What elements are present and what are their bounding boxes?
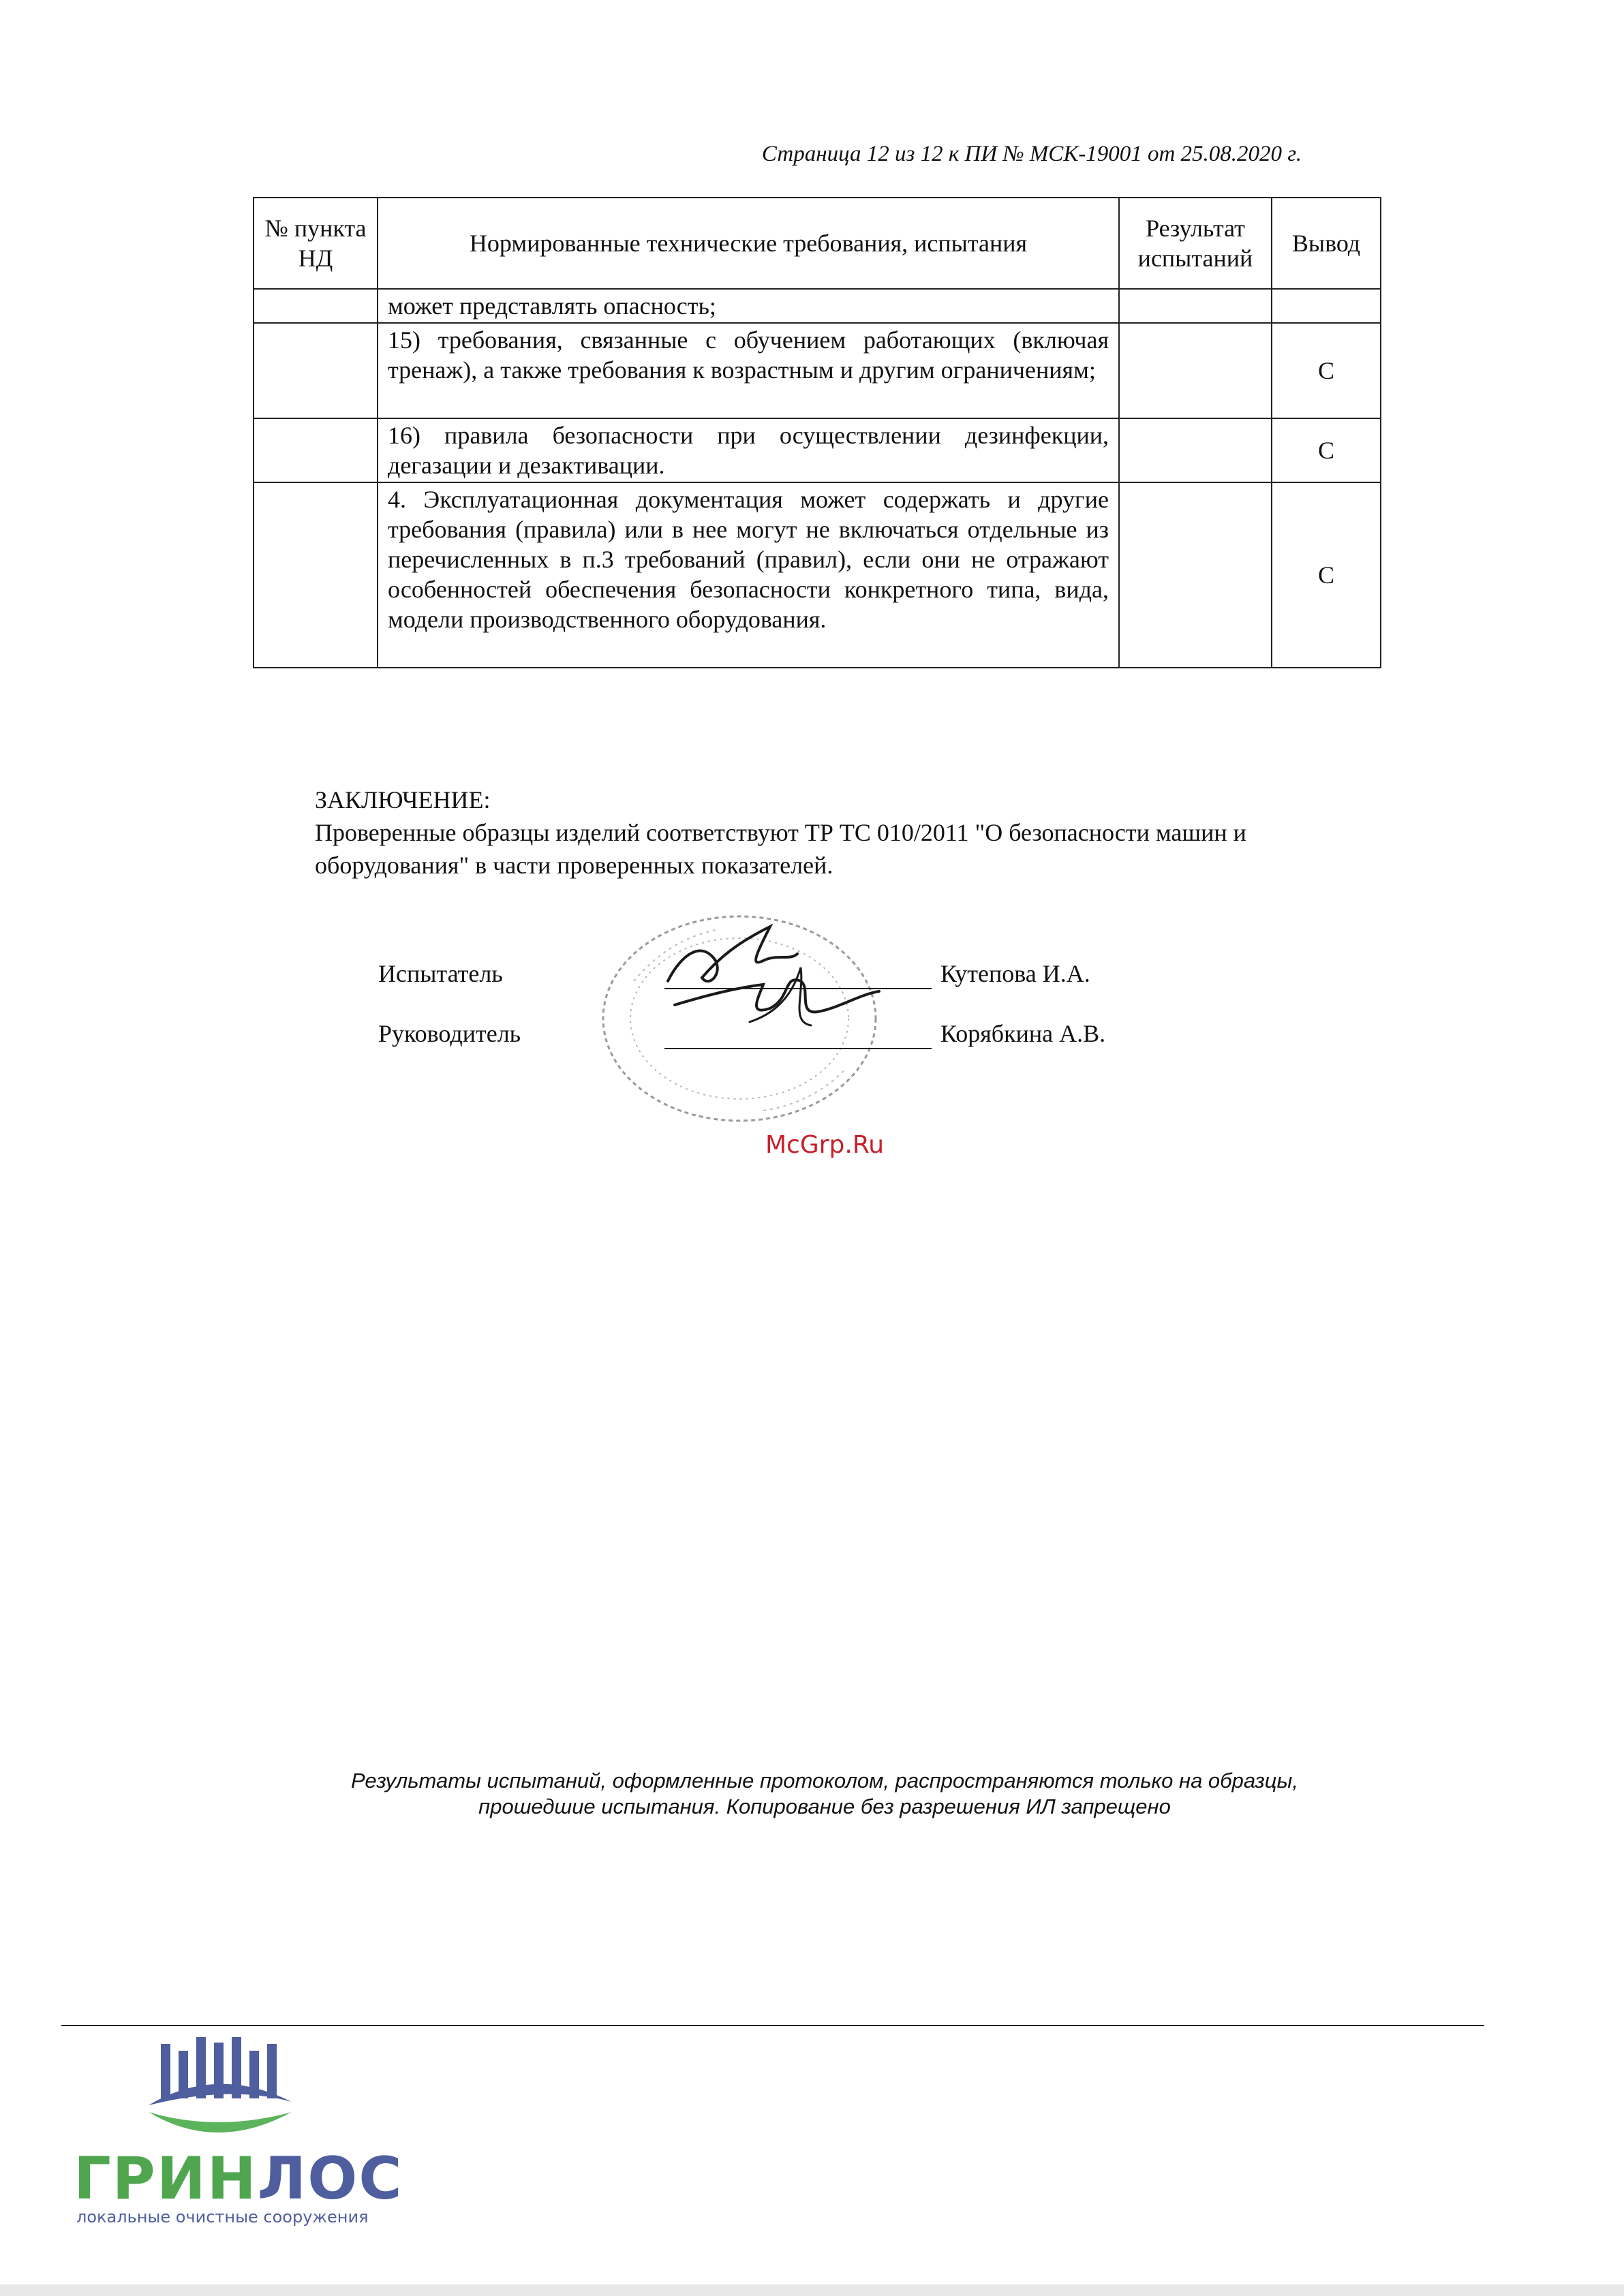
header-item-number: № пункта НД (254, 198, 378, 289)
brand-name (74, 2145, 403, 2213)
cell-conclusion: С (1272, 482, 1381, 668)
tester-name: Кутепова И.А. (940, 960, 1090, 987)
header-conclusion: Вывод (1272, 198, 1381, 289)
cell-item-number (254, 418, 378, 482)
cell-result (1119, 482, 1272, 668)
cell-requirement: 4. Эксплуатационная документация может содержать и другие требования (правила) или в нее могут не включаться отдельные из перечисленных в п.3 требований (правил), если они не отражают особенностей обеспечения безопасности конкретного типа, вида, модели производственного оборудования. (378, 482, 1119, 668)
brand-name-blue: ЛОС (257, 2145, 403, 2213)
conclusion-title: ЗАКЛЮЧЕНИЕ: (315, 786, 491, 813)
handwritten-signatures-icon (654, 913, 900, 1063)
cell-result (1119, 418, 1272, 482)
footer-divider (61, 2025, 1484, 2026)
brand-tagline: локальные очистные сооружения (76, 2207, 369, 2227)
cell-result (1119, 323, 1272, 418)
watermark: McGrp.Ru (765, 1131, 885, 1159)
cell-requirement: 15) требования, связанные с обучением работающих (включая тренаж), а также требования к возрастным и другим ограничениям; (378, 323, 1119, 418)
table-row (254, 289, 1381, 323)
cell-conclusion (1272, 289, 1381, 323)
cell-result (1119, 289, 1272, 323)
conclusion-text: Проверенные образцы изделий соответствуют ТР ТС 010/2011 "О безопасности машин и оборудования" в части проверенных показателей. (315, 819, 1246, 879)
brand-name-green: ГРИН (74, 2145, 258, 2213)
tester-role: Испытатель (378, 960, 503, 987)
page-reference: Страница 12 из 12 к ПИ № МСК-19001 от 25.08.2020 г. (761, 142, 1302, 166)
head-role: Руководитель (378, 1020, 521, 1047)
table-row (254, 418, 1381, 482)
cell-conclusion: С (1272, 418, 1381, 482)
cell-item-number (254, 289, 378, 323)
conclusion-section (315, 784, 1364, 882)
table-row (254, 482, 1381, 668)
table-row (254, 323, 1381, 418)
cell-item-number (254, 323, 378, 418)
requirements-table (253, 197, 1381, 668)
cell-item-number (254, 482, 378, 668)
footer-note (259, 1768, 1390, 1820)
footer-line-2: прошедшие испытания. Копирование без разрешения ИЛ запрещено (478, 1795, 1171, 1818)
head-name: Корябкина А.В. (940, 1020, 1106, 1047)
cell-conclusion: С (1272, 323, 1381, 418)
footer-line-1: Результаты испытаний, оформленные протоколом, распространяются только на образцы, (351, 1769, 1298, 1793)
bottom-strip (0, 2284, 1624, 2296)
cell-requirement: может представлять опасность; (378, 289, 1119, 323)
header-test-result: Результат испытаний (1119, 198, 1272, 289)
header-requirements: Нормированные технические требования, испытания (378, 198, 1119, 289)
cell-requirement: 16) правила безопасности при осуществлении дезинфекции, дегазации и дезактивации. (378, 418, 1119, 482)
